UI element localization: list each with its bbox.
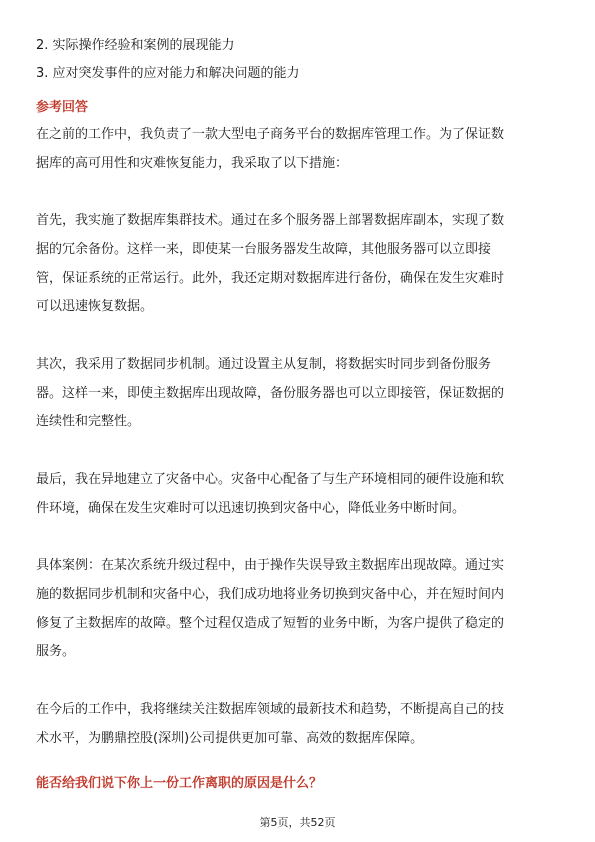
paragraph-line: 最后，我在异地建立了灾备中心。灾备中心配备了与生产环境相同的硬件设施和软 [36, 472, 505, 487]
next-question: 能否给我们说下你上一份工作离职的原因是什么？ [36, 776, 323, 791]
paragraph-line: 据的冗余备份。这样一来，即使某一台服务器发生故障，其他服务器可以立即接 [36, 242, 492, 257]
paragraph-line: 修复了主数据库的故障。整个过程仅造成了短暂的业务中断，为客户提供了稳定的 [36, 616, 505, 631]
paragraph-line: 首先，我实施了数据库集群技术。通过在多个服务器上部署数据库副本，实现了数 [36, 213, 505, 228]
list-item: 2. 实际操作经验和案例的展现能力 [36, 38, 235, 53]
paragraph-line: 连续性和完整性。 [36, 414, 141, 429]
paragraph-line: 施的数据同步机制和灾备中心，我们成功地将业务切换到灾备中心，并在短时间内 [36, 587, 505, 602]
paragraph-line: 管，保证系统的正常运行。此外，我还定期对数据库进行备份，确保在发生灾难时 [36, 271, 505, 286]
paragraph-line: 在之前的工作中，我负责了一款大型电子商务平台的数据库管理工作。为了保证数 [36, 127, 505, 142]
paragraph-line: 在今后的工作中，我将继续关注数据库领域的最新技术和趋势，不断提高自己的技 [36, 702, 505, 717]
paragraph-line: 据库的高可用性和灾难恢复能力，我采取了以下措施： [36, 156, 349, 171]
page-number: 第5页，共52页 [259, 816, 336, 829]
list-item: 3. 应对突发事件的应对能力和解决问题的能力 [36, 66, 300, 81]
paragraph-line: 其次，我采用了数据同步机制。通过设置主从复制，将数据实时同步到备份服务 [36, 357, 492, 372]
paragraph-line: 件环境，确保在发生灾难时可以迅速切换到灾备中心，降低业务中断时间。 [36, 501, 466, 516]
paragraph-line: 服务。 [36, 644, 76, 659]
paragraph-line: 可以迅速恢复数据。 [36, 299, 154, 314]
paragraph-line: 术水平，为鹏鼎控股(深圳)公司提供更加可靠、高效的数据库保障。 [36, 731, 424, 746]
paragraph-line: 具体案例：在某次系统升级过程中，由于操作失误导致主数据库出现故障。通过实 [36, 558, 505, 573]
paragraph-line: 器。这样一来，即使主数据库出现故障，备份服务器也可以立即接管，保证数据的 [36, 386, 505, 401]
answer-heading: 参考回答 [36, 100, 89, 115]
